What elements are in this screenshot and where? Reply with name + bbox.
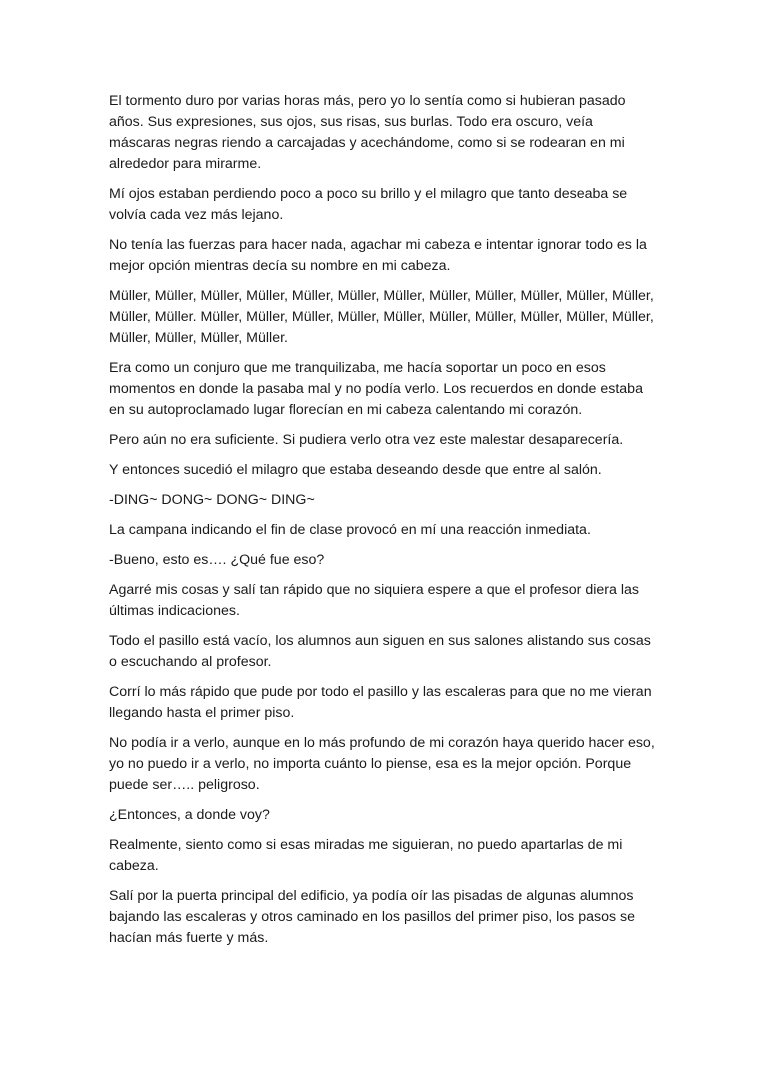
- paragraph: Todo el pasillo está vacío, los alumnos aun siguen en sus salones alistando sus cosas o escuchando al profesor.: [109, 633, 651, 670]
- paragraph: Era como un conjuro que me tranquilizaba, me hacía soportar un poco en esos momentos en donde la pasaba mal y no podía verlo. Los recuerdos en donde estaba en su autoproclamado lugar florecían en mi cabeza calentando mi corazón.: [109, 360, 643, 418]
- paragraph: Mí ojos estaban perdiendo poco a poco su brillo y el milagro que tanto deseaba se volvía cada vez más lejano.: [109, 186, 628, 223]
- paragraph: La campana indicando el fin de clase provocó en mí una reacción inmediata.: [109, 522, 591, 538]
- paragraph: Agarré mis cosas y salí tan rápido que no siquiera espere a que el profesor diera las últimas indicaciones.: [109, 582, 639, 619]
- document-body: [109, 91, 657, 958]
- paragraph: No tenía las fuerzas para hacer nada, agachar mi cabeza e intentar ignorar todo es la mejor opción mientras decía su nombre en mi cabeza.: [109, 237, 647, 274]
- paragraph: Y entonces sucedió el milagro que estaba deseando desde que entre al salón.: [109, 462, 602, 478]
- paragraph: ¿Entonces, a donde voy?: [109, 807, 270, 823]
- paragraph: No podía ir a verlo, aunque en lo más profundo de mi corazón haya querido hacer eso, yo no puedo ir a verlo, no importa cuánto lo piense, esa es la mejor opción. Porque puede ser….. peligroso.: [109, 735, 655, 793]
- paragraph: -Bueno, esto es…. ¿Qué fue eso?: [109, 552, 325, 568]
- paragraph: Corrí lo más rápido que pude por todo el pasillo y las escaleras para que no me vieran llegando hasta el primer piso.: [109, 684, 652, 721]
- paragraph: Pero aún no era suficiente. Si pudiera verlo otra vez este malestar desaparecería.: [109, 432, 624, 448]
- paragraph: Salí por la puerta principal del edificio, ya podía oír las pisadas de algunas alumnos bajando las escaleras y otros caminado en los pasillos del primer piso, los pasos se hacían más fuerte y más.: [109, 888, 635, 946]
- paragraph: Realmente, siento como si esas miradas me siguieran, no puedo apartarlas de mi cabeza.: [109, 837, 623, 874]
- paragraph: Müller, Müller, Müller, Müller, Müller, Müller, Müller, Müller, Müller, Müller, Müller, Müller, Müller, Müller. Müller, Müller, Müller, Müller, Müller, Müller, Müller, Müller, Müller, Müller, Müller, Müller, Müller, Müller.: [109, 288, 654, 346]
- paragraph: El tormento duro por varias horas más, pero yo lo sentía como si hubieran pasado años. Sus expresiones, sus ojos, sus risas, sus burlas. Todo era oscuro, veía máscaras negras riendo a carcajadas y acechándome, como si se rodearan en mi alrededor para mirarme.: [109, 93, 626, 172]
- paragraph: -DING~ DONG~ DONG~ DING~: [109, 492, 315, 508]
